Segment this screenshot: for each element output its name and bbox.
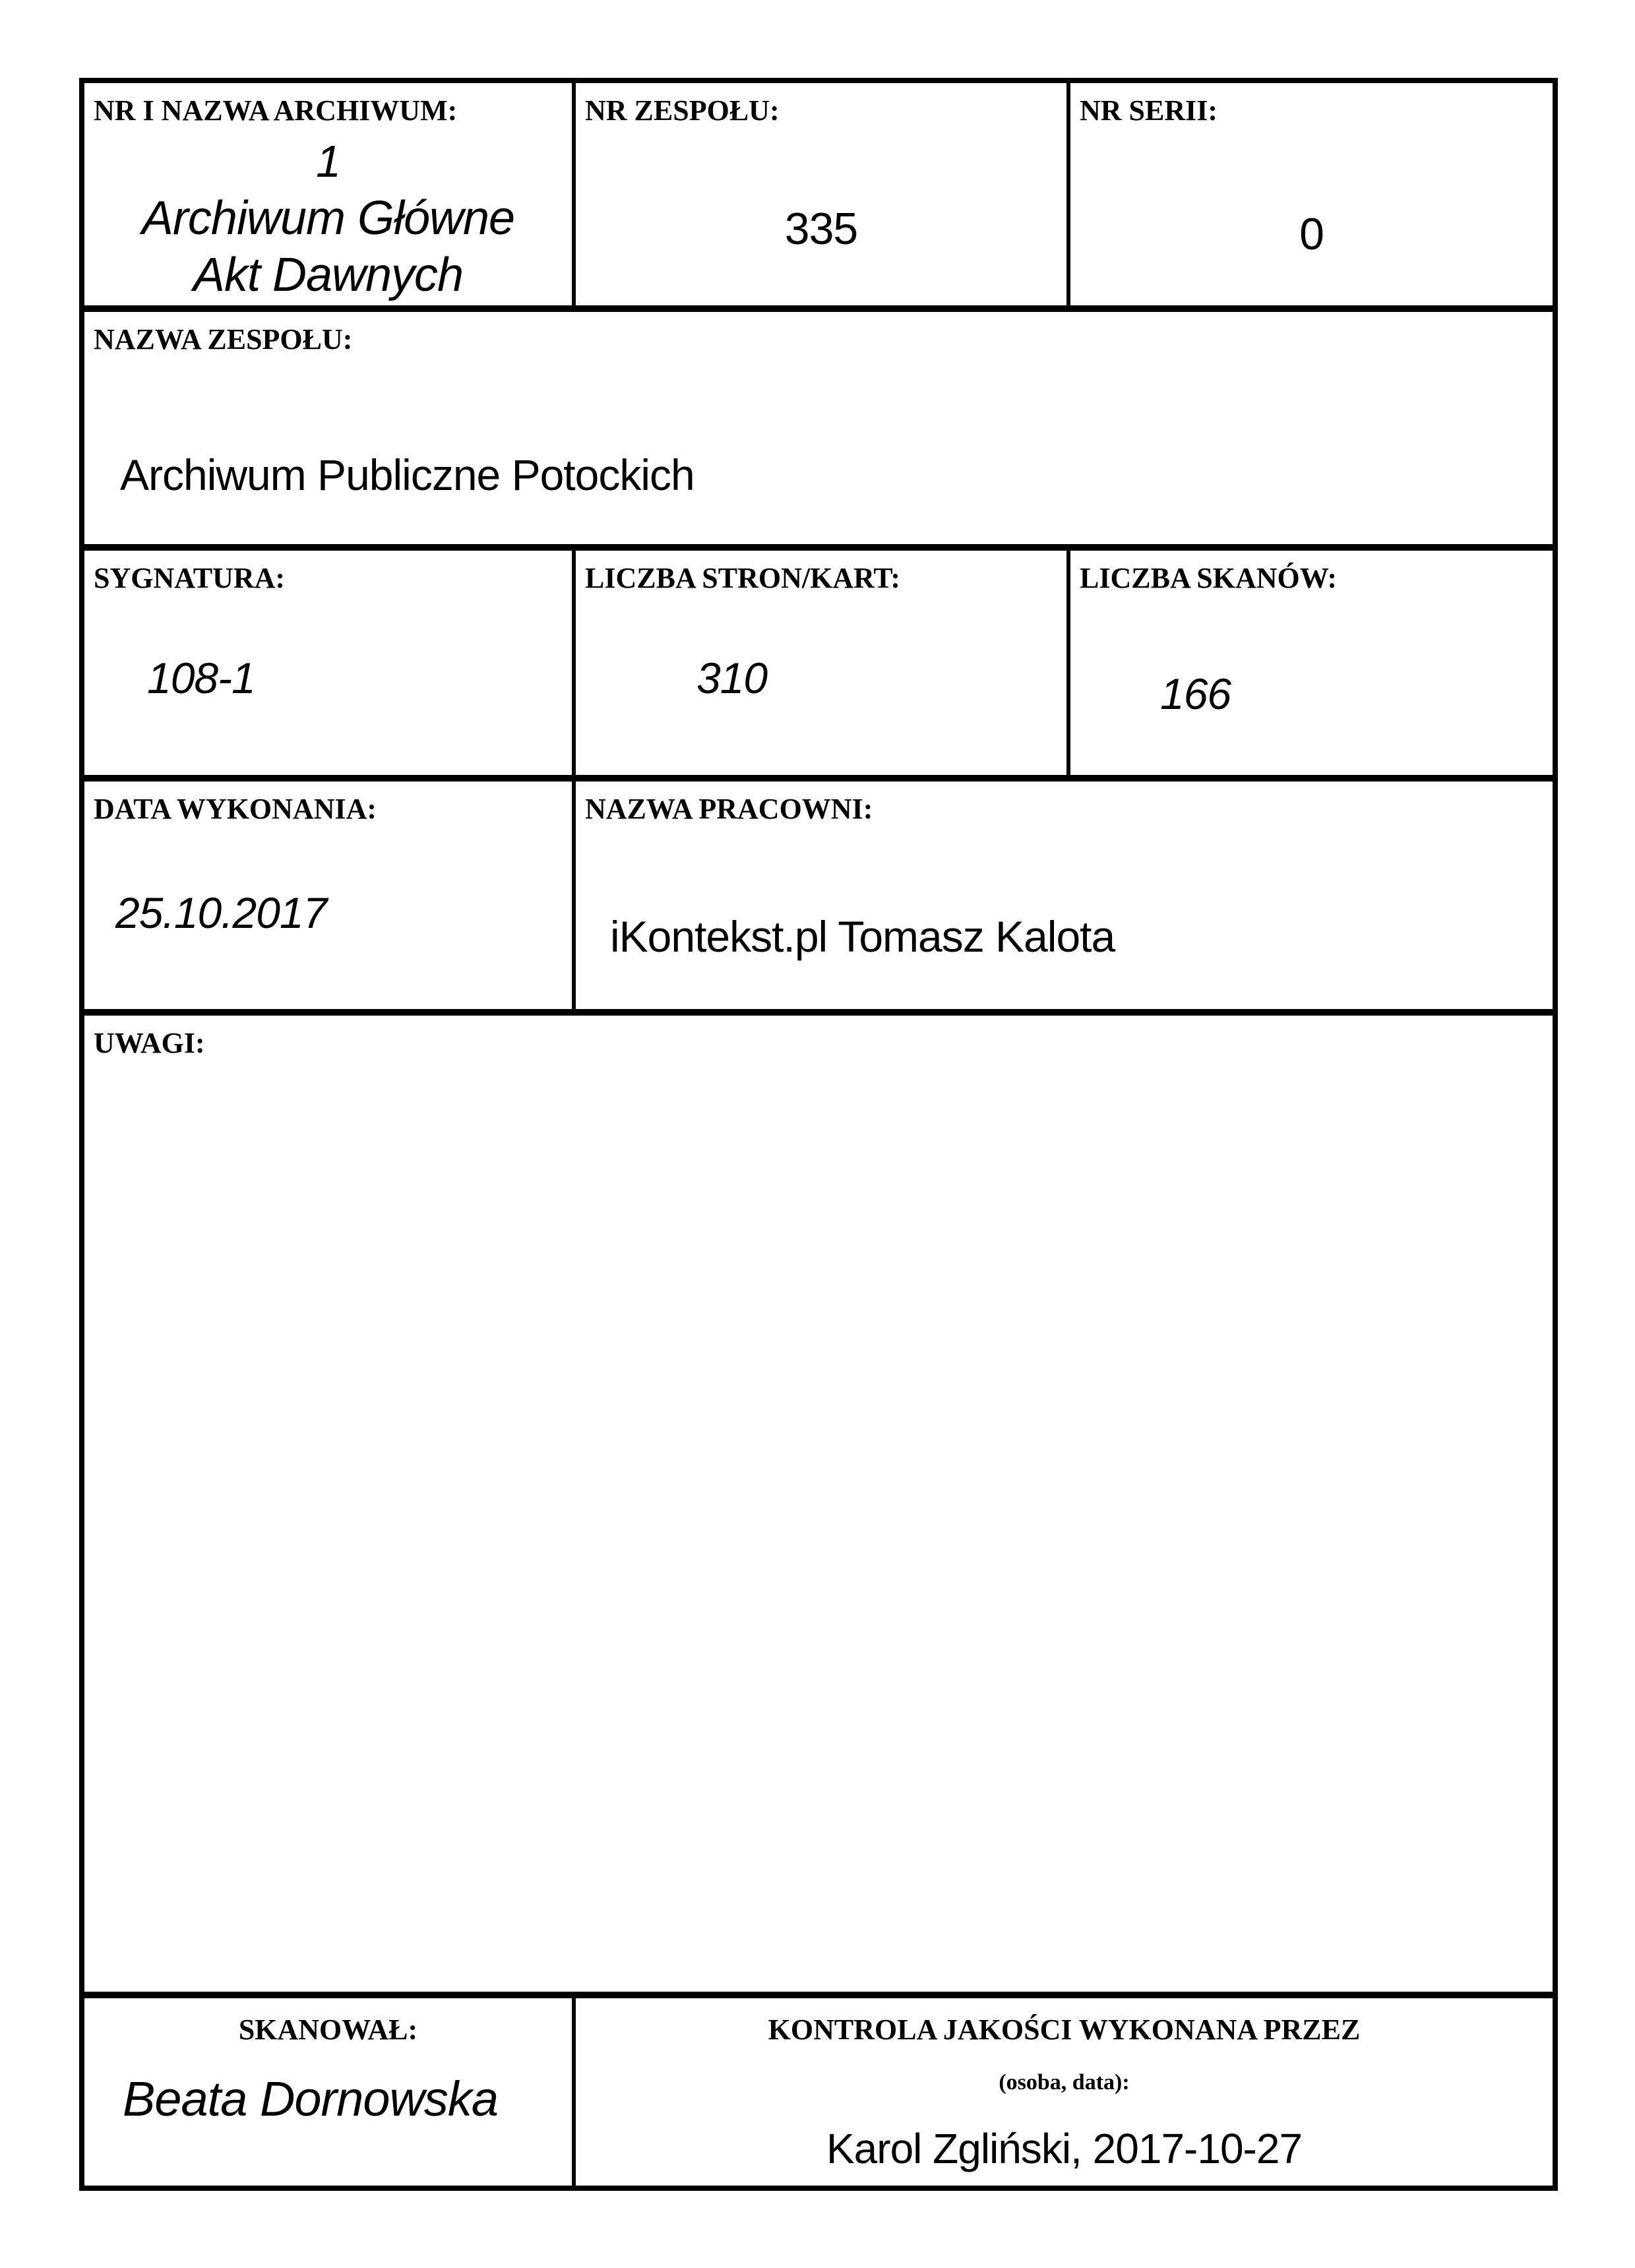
cell-fonds-name [84, 312, 1553, 544]
fonds-number-label: NR ZESPOŁU: [585, 94, 780, 127]
series-number-label: NR SERII: [1080, 94, 1218, 127]
series-number-value: 0 [1299, 209, 1324, 259]
scans-count-label: LICZBA SKANÓW: [1080, 562, 1337, 594]
studio-value: iKontekst.pl Tomasz Kalota [610, 912, 1115, 961]
quality-control-label: KONTROLA JAKOŚCI WYKONANA PRZEZ [768, 2013, 1361, 2046]
cell-studio [576, 782, 1553, 1009]
archive-name-line2: Akt Dawnych [193, 249, 464, 301]
cell-quality-control [576, 1998, 1553, 2186]
archive-value [84, 133, 572, 303]
pages-count-label: LICZBA STRON/KART: [585, 562, 901, 594]
quality-control-value: Karol Zgliński, 2017-10-27 [826, 2125, 1303, 2172]
archive-metadata-form [79, 78, 1558, 2191]
archive-name-line1: Archiwum Główne [141, 192, 515, 245]
row-fonds-name [84, 312, 1553, 551]
fonds-name-label: NAZWA ZESPOŁU: [94, 323, 353, 355]
cell-scanned-by [84, 1998, 576, 2186]
scanned-by-value: Beata Dornowska [123, 2071, 499, 2126]
cell-pages-count [576, 551, 1070, 775]
cell-scan-date [84, 782, 576, 1009]
row-archive-info [84, 83, 1553, 312]
cell-archive [84, 83, 576, 305]
row-remarks [84, 1016, 1553, 1998]
scan-date-label: DATA WYKONANIA: [94, 793, 377, 825]
signature-label: SYGNATURA: [94, 562, 286, 594]
archive-label: NR I NAZWA ARCHIWUM: [94, 94, 458, 127]
fonds-name-value: Archiwum Publiczne Potockich [120, 450, 694, 499]
quality-control-sublabel: (osoba, data): [999, 2069, 1130, 2095]
archive-number: 1 [316, 137, 340, 187]
cell-scans-count [1070, 551, 1553, 775]
row-counts [84, 551, 1553, 782]
signature-value: 108-1 [147, 654, 255, 702]
scanned-by-label: SKANOWAŁ: [238, 2013, 418, 2046]
cell-series-number [1070, 83, 1553, 305]
scan-date-value: 25.10.2017 [115, 888, 327, 937]
cell-remarks [84, 1016, 1553, 1992]
row-production [84, 782, 1553, 1016]
row-signatures [84, 1998, 1553, 2186]
cell-fonds-number [576, 83, 1070, 305]
scans-count-value: 166 [1160, 669, 1231, 718]
remarks-label: UWAGI: [94, 1027, 205, 1059]
pages-count-value: 310 [696, 654, 768, 702]
cell-signature [84, 551, 576, 775]
fonds-number-value: 335 [784, 204, 858, 254]
studio-label: NAZWA PRACOWNI: [585, 793, 873, 825]
